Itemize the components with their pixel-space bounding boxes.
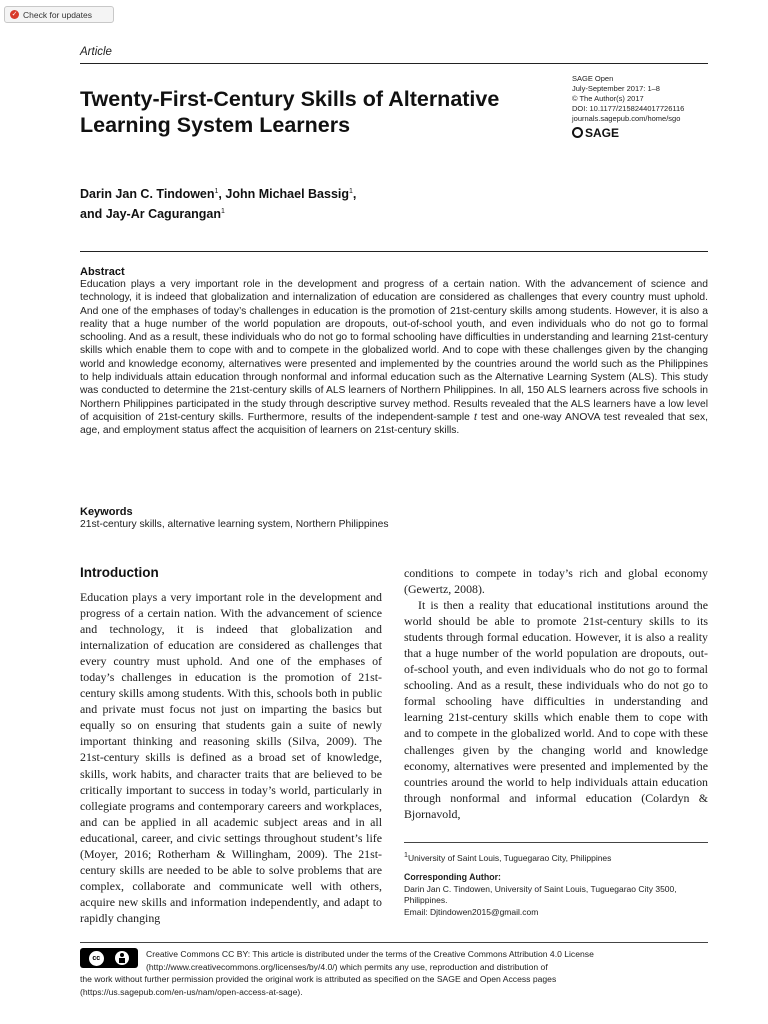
abstract-t-symbol: t	[473, 411, 477, 423]
intro-paragraph-1: Education plays a very important role in the development and progress of a certain nation. With the advancement of science and technology, it is indeed that globalization and internalization of education are considered as challenges that every country must uphold. And one of the emphases of today’s challenges in education is the promotion of 21st-century skills among students. With this, schools both in public and private must focus not just on imparting the basics but equally so on ensuring that students gain a suite of newly important thinking and reasoning skills (Silva, 2009). The 21st-century skills is defined as a broad set of knowledge, skills, work habits, and character traits that are believed to be critically important to success in today’s world, particularly in collegiate programs and contemporary careers and workplaces, and can be applied in all academic subject areas and in all educational, career, and civic settings throughout student’s life (Moyer, 2016; Rotherham & Willingham, 2009). The 21st-century skills are needed to be able to solve problems that are complex, collaborate and communicate well with others, acquire new skills and information independently, and adapt to rapidly changing	[80, 590, 382, 925]
author-2: , John Michael Bassig	[218, 187, 350, 202]
affiliation-mark: 1	[214, 188, 219, 195]
license-line-2[interactable]: (http://www.creativecommons.org/licenses/by/4.0/) which permits any use, reproduction and distribution of	[146, 961, 548, 972]
footnotes	[404, 850, 708, 918]
author-list	[80, 183, 500, 223]
intro-paragraph-continued: conditions to compete in today’s rich and global economy (Gewertz, 2008).	[404, 566, 708, 597]
update-icon: ✓	[11, 11, 18, 18]
license-line-1: Creative Commons CC BY: This article is distributed under the terms of the Creative Commons Attribution 4.0 License	[146, 949, 594, 959]
affiliation-mark: 1	[349, 188, 353, 195]
journal-metadata	[572, 74, 732, 138]
corresponding-author-heading: Corresponding Author:	[404, 872, 501, 883]
journal-issue: July-September 2017: 1–8	[572, 84, 660, 93]
intro-paragraph-2: It is then a reality that educational institutions around the world should be able to promote 21st-century skills to its students through formal education. However, it is also a reality that a huge number of the world population are dropouts, out-of-school youth, and even individuals who do not go to formal schooling. And as a result, these individuals who do not go to formal schooling have difficulties in understanding and learning 21st-century skills which enable them to cope with and to compete in the globalized world. And to cope with these challenges given by the changing world and knowledge economy, alternatives were presented and implemented by the countries around the world to help individuals attain education through nonformal and informal education (Colardyn & Bjornavold,	[404, 598, 708, 821]
sage-swirl-icon	[572, 127, 583, 138]
publisher-logo	[572, 127, 732, 138]
abstract-body: Education plays a very important role in the development and progress of a certain nation. With the advancement of science and technology, it is indeed that globalization and internalization of education are considered as challenges that every country must uphold. And one of the emphases of today’s challenges in education is the promotion of 21st-century skills among students. However, it is also a reality that a huge number of the world population are dropouts, out-of-school youth, and even individuals who do not go to formal schooling. And as a result, these individuals who do not go to formal schooling have difficulties in understanding and learning 21st-century skills which enable them to cope with and to compete in the globalized world. And to cope with these challenges given by the changing world and knowledge economy, alternatives were presented and implemented by the countries around the world such as the Philippines to help individuals attain education through nonformal and informal education such as the Alternative Learning System (ALS). This study was conducted to determine the 21st-century skills of ALS learners of Northern Philippines. In all, 150 ALS learners across five schools in Northern Philippines participated in the study through descriptive survey method. Results revealed that the ALS learners have a low level of acquisition of 21st-century skills. Furthermore, results of the independent-sample	[80, 279, 708, 423]
corresponding-author-email[interactable]: Email: Djtindowen2015@gmail.com	[404, 906, 539, 917]
license-line-3: the work without further permission provided the original work is attributed as specified on the SAGE and Open Access pages	[80, 974, 557, 984]
author-separator: ,	[352, 187, 357, 202]
license-divider	[80, 942, 708, 943]
journal-url[interactable]: journals.sagepub.com/home/sgo	[572, 114, 681, 123]
check-for-updates-badge[interactable]	[4, 6, 114, 23]
affiliation-footnote-text: University of Saint Louis, Tuguegarao City, Philippines	[407, 852, 612, 863]
keywords-text: 21st-century skills, alternative learning system, Northern Philippines	[80, 519, 389, 530]
publisher-logo-text: SAGE	[585, 125, 620, 140]
abstract-heading: Abstract	[80, 266, 125, 278]
license-line-4[interactable]: (https://us.sagepub.com/en-us/nam/open-access-at-sage).	[80, 986, 303, 997]
badge-label: Check for updates	[23, 9, 92, 20]
keywords-heading: Keywords	[80, 506, 133, 518]
keywords-section	[80, 506, 708, 531]
license-text	[80, 948, 708, 998]
copyright-line: © The Author(s) 2017	[572, 94, 644, 103]
doi-link[interactable]: DOI: 10.1177/2158244017726116	[572, 104, 685, 113]
abstract-section	[80, 266, 708, 438]
affiliation-footnote-mark: 1	[404, 851, 408, 859]
affiliation-footnote	[404, 850, 708, 864]
creative-commons-icon: cc	[89, 951, 104, 966]
author-1: Darin Jan C. Tindowen	[80, 187, 215, 202]
author-3: and Jay-Ar Cagurangan	[80, 207, 222, 222]
abstract-divider	[80, 251, 708, 252]
corresponding-author-line-2: Philippines.	[404, 895, 448, 906]
article-title: Twenty-First-Century Skills of Alternative Learning System Learners	[80, 87, 500, 137]
corresponding-author-line-1: Darin Jan C. Tindowen, University of Saint Louis, Tuguegarao City 3500,	[404, 883, 677, 894]
body-column-left	[80, 589, 382, 926]
journal-name: SAGE Open	[572, 74, 614, 83]
footnote-divider	[404, 842, 708, 843]
abstract-text	[80, 278, 708, 438]
header-divider	[80, 63, 708, 64]
introduction-heading: Introduction	[80, 565, 159, 580]
affiliation-mark: 1	[221, 208, 225, 216]
article-type-label: Article	[80, 46, 112, 58]
abstract-body-end: test and one-way ANOVA test revealed that sex, age, and employment status affect the acquisition of learners on 21st-century skills.	[80, 411, 708, 437]
body-column-right	[404, 565, 708, 822]
